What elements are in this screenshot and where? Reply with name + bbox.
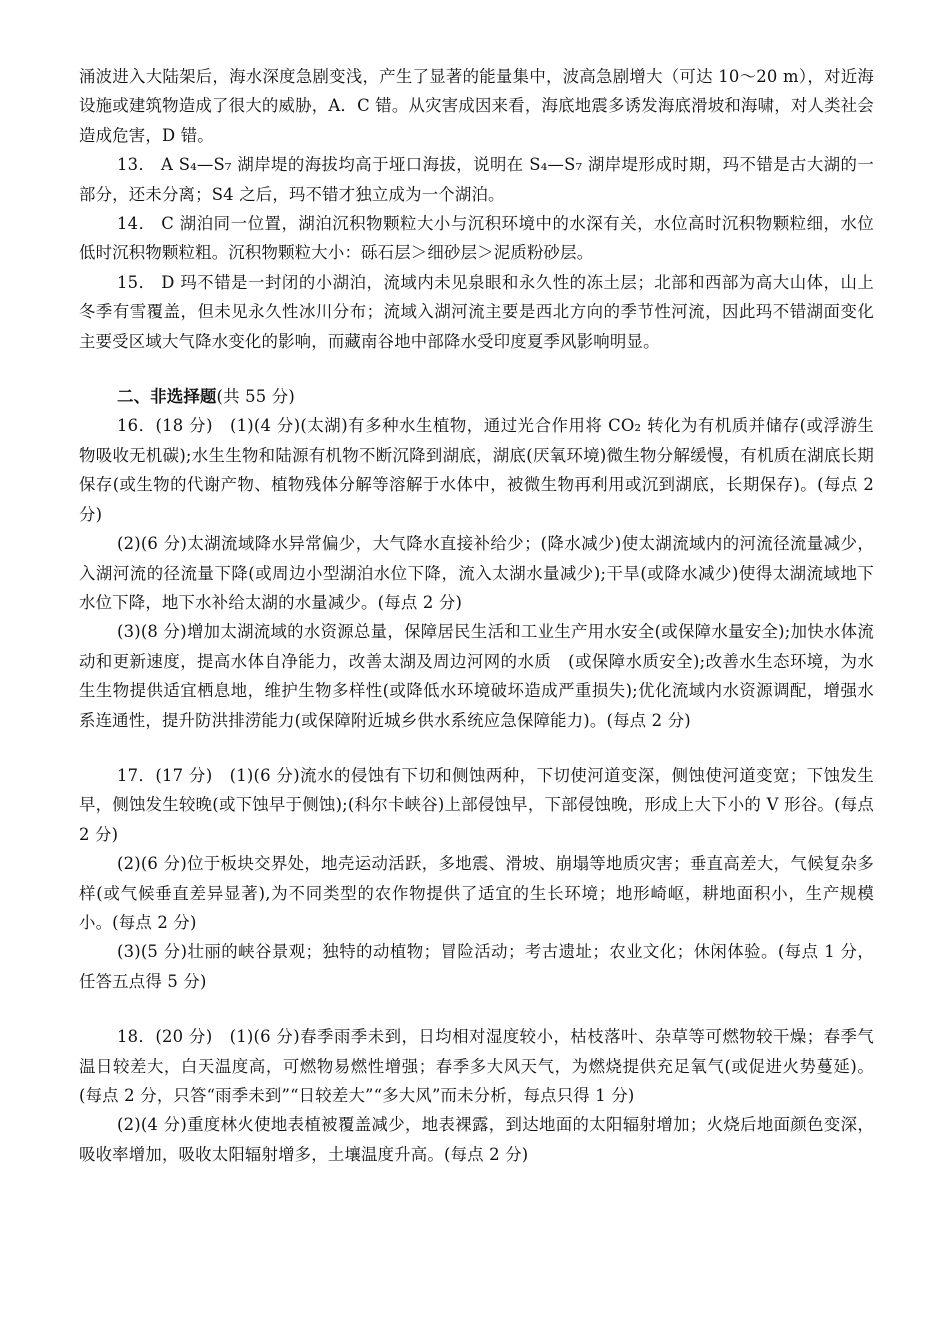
paragraph-q17-3: (3)(5 分)壮丽的峡谷景观；独特的动植物；冒险活动；考古遗址；农业文化；休闲体验。(每点 1 分，任答五点得 5 分) [79, 942, 874, 991]
paragraph-q16-1: 16．(18 分) (1)(4 分)(太湖)有多种水生植物，通过光合作用将 CO₂ 转化为有机质并储存(或浮游生物吸收无机碳);水生生物和陆源有机物不断沉降到湖底，湖底(厌氧环境)微生物分解缓慢，有机质在湖底长期保存(或生物的代谢产物、植物残体分解等溶解于水体中，被微生物再利用或沉到湖底，长期保存)。(每点 2 分) [79, 416, 874, 524]
paragraph-q14: 14． C 湖泊同一位置，湖泊沉积物颗粒大小与沉积环境中的水深有关，水位高时沉积物颗粒细，水位低时沉积物颗粒粗。沉积物颗粒大小：砾石层＞细砂层＞泥质粉砂层。 [79, 214, 874, 263]
spacer [79, 735, 874, 761]
paragraph-q16-3: (3)(8 分)增加太湖流域的水资源总量，保障居民生活和工业生产用水安全(或保障水量安全);加快水体流动和更新速度，提高水体自净能力，改善太湖及周边河网的水质 (或保障水质安全);改善水生态环境，为水生生物提供适宜栖息地，维护生物多样性(或降低水环境破坏造成严重损失);优化流域内水资源调配，增强水系连通性，提升防洪排涝能力(或保障附近城乡供水系统应急保障能力)。(每点 2 分) [79, 622, 874, 730]
paragraph-q17-1: 17．(17 分) (1)(6 分)流水的侵蚀有下切和侧蚀两种，下切使河道变深，侧蚀使河道变宽；下蚀发生早，侧蚀发生较晚(或下蚀早于侧蚀);(科尔卡峡谷)上部侵蚀早，下部侵蚀晚，形成上大下小的 V 形谷。(每点 2 分) [79, 765, 874, 844]
section-title: 二、非选择题 [117, 387, 217, 407]
paragraph-q18-1: 18．(20 分) (1)(6 分)春季雨季未到，日均相对湿度较小，枯枝落叶、杂草等可燃物较干燥；春季气温日较差大，白天温度高，可燃物易燃性增强；春季多大风天气，为燃烧提供充足氧气(或促进火势蔓延)。(每点 2 分，只答“雨季未到”“日较差大”“多大风”而未分析，每点只得 1 分) [79, 1027, 874, 1105]
spacer [79, 996, 874, 1022]
answer-document [79, 62, 874, 1169]
paragraph-q16-2: (2)(6 分)太湖流域降水异常偏少，大气降水直接补给少；(降水减少)使太湖流域内的河流径流量减少，入湖河流的径流量下降(或周边小型湖泊水位下降，流入太湖水量减少);干旱(或降水减少)使得太湖流域地下水位下降，地下水补给太湖的水量减少。(每点 2 分) [79, 534, 874, 612]
paragraph-q17-2: (2)(6 分)位于板块交界处，地壳运动活跃，多地震、滑坡、崩塌等地质灾害；垂直高差大，气候复杂多样(或气候垂直差异显著),为不同类型的农作物提供了适宜的生长环境；地形崎岖，耕地面积小，生产规模小。(每点 2 分) [79, 854, 874, 932]
paragraph-q18-2: (2)(4 分)重度林火使地表植被覆盖减少，地表裸露，到达地面的太阳辐射增加；火烧后地面颜色变深，吸收率增加，吸收太阳辐射增多，土壤温度升高。(每点 2 分) [79, 1115, 874, 1164]
section-heading [79, 382, 874, 411]
paragraph-q13: 13． A S₄—S₇ 湖岸堤的海拔均高于垭口海拔，说明在 S₄—S₇ 湖岸堤形成时期，玛不错是古大湖的一部分，还未分离；S4 之后，玛不错才独立成为一个湖泊。 [79, 155, 874, 204]
paragraph-q12-continuation: 涌波进入大陆架后，海水深度急剧变浅，产生了显著的能量集中，波高急剧增大（可达 10～20 m），对近海设施或建筑物造成了很大的威胁，A．C 错。从灾害成因来看，海底地震多诱发海底滑坡和海啸，对人类社会造成危害，D 错。 [79, 67, 874, 145]
section-score: (共 55 分) [216, 387, 295, 407]
spacer [79, 356, 874, 382]
paragraph-q15: 15． D 玛不错是一封闭的小湖泊，流域内未见泉眼和永久性的冻土层；北部和西部为高大山体，山上冬季有雪覆盖，但未见永久性冰川分布；流域入湖河流主要是西北方向的季节性河流，因此玛不错湖面变化主要受区域大气降水变化的影响，而藏南谷地中部降水受印度夏季风影响明显。 [79, 272, 874, 351]
